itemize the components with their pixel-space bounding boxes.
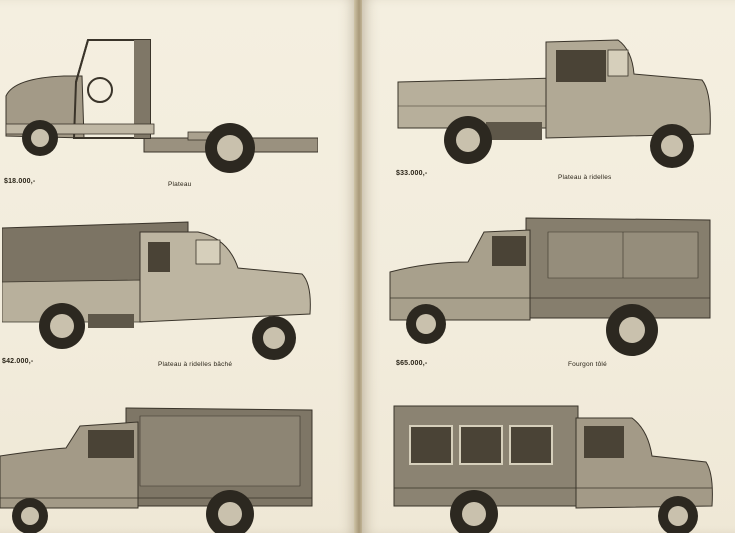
price-label: $65.000,- — [396, 360, 428, 367]
vehicle-caption: Plateau à ridelles — [558, 174, 612, 181]
vehicle-plateau-ridelles-image — [396, 36, 712, 170]
vehicle-plateau-ridelles-bache-image — [2, 218, 316, 360]
right-page — [362, 0, 735, 533]
price-label: $42.000,- — [2, 358, 34, 365]
price-label: $33.000,- — [396, 170, 428, 177]
vehicle-fourgon-bache-image — [0, 404, 314, 533]
vehicle-passenger-van-image — [392, 402, 714, 533]
price-label: $18.000,- — [4, 178, 36, 185]
left-page — [0, 0, 356, 533]
vehicle-caption: Fourgon tôlé — [568, 361, 607, 368]
vehicle-caption: Plateau à ridelles bâché — [158, 361, 233, 368]
vehicle-plateau-image — [4, 38, 318, 180]
vehicle-caption: Plateau — [168, 181, 192, 188]
vehicle-fourgon-tole-image — [388, 214, 714, 356]
